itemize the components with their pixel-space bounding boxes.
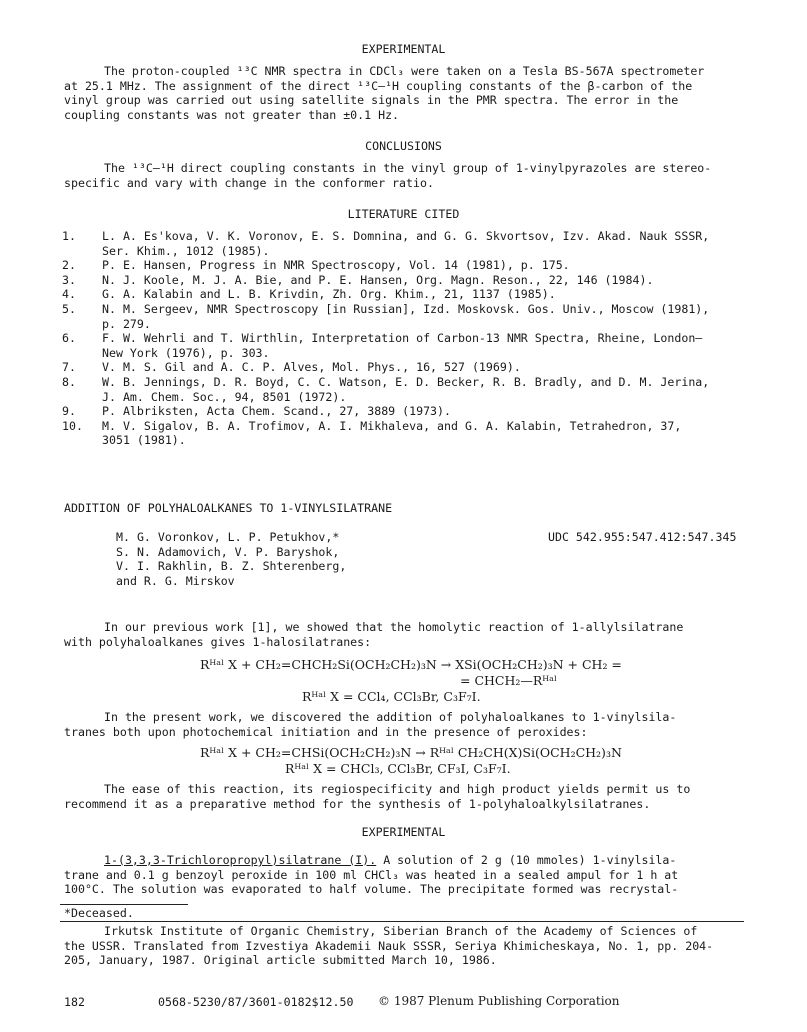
equation-1-line-3: Rᴴᵃˡ X = CCl₄, CCl₃Br, C₃F₇I.: [302, 689, 481, 704]
compound-title: 1-(3,3,3-Trichloropropyl)silatrane (I).: [104, 853, 377, 867]
paragraph-line: with polyhaloalkanes gives 1-halosilatranes:: [64, 634, 372, 649]
reference-number: 5.: [62, 301, 76, 316]
literature-heading: LITERATURE CITED: [347, 207, 460, 221]
reference-line: G. A. Kalabin and L. B. Krivdin, Zh. Org. Khim., 21, 1137 (1985).: [102, 287, 556, 302]
reference-text: [102, 302, 752, 331]
reference-number: 2.: [62, 258, 76, 273]
reference-line: V. M. S. Gil and A. C. P. Alves, Mol. Phys., 16, 527 (1969).: [102, 360, 521, 375]
article-title: ADDITION OF POLYHALOALKANES TO 1-VINYLSILATRANE: [64, 501, 393, 515]
paragraph-line: 100°C. The solution was evaporated to half volume. The precipitate formed was recrystal-: [64, 882, 679, 897]
reference-number: 4.: [62, 287, 76, 302]
page-number: 182: [64, 995, 85, 1009]
footnote: *Deceased.: [64, 906, 134, 920]
paragraph-line: The proton-coupled ¹³C NMR spectra in CDCl₃ were taken on a Tesla BS-567A spectrometer: [104, 64, 705, 78]
experimental-heading-2: EXPERIMENTAL: [361, 825, 446, 839]
experimental-procedure: [64, 853, 744, 897]
reference-item: [62, 375, 752, 404]
reference-list: [62, 229, 752, 448]
reference-text: [102, 273, 752, 288]
reference-number: 7.: [62, 360, 76, 375]
reference-line: N. M. Sergeev, NMR Spectroscopy [in Russian], Izd. Moskovsk. Gos. Univ., Moscow (1981),: [102, 301, 710, 316]
reference-number: 3.: [62, 272, 76, 287]
reference-item: [62, 331, 752, 360]
reference-text: [102, 360, 752, 375]
reference-number: 8.: [62, 374, 76, 389]
paragraph-line: In our previous work [1], we showed that the homolytic reaction of 1-allylsilatrane: [104, 620, 684, 634]
author-list: [116, 530, 346, 588]
reference-line: Ser. Khim., 1012 (1985).: [102, 243, 270, 258]
experimental-paragraph: [64, 64, 744, 122]
reference-line: New York (1976), p. 303.: [102, 345, 270, 360]
paragraph-line: [64, 853, 744, 868]
reference-line: N. J. Koole, M. J. A. Bie, and P. E. Hansen, Org. Magn. Reson., 22, 146 (1984).: [102, 272, 654, 287]
paragraph-line: trane and 0.1 g benzoyl peroxide in 100 ml CHCl₃ was heated in a sealed ampul for 1 h at: [64, 867, 679, 882]
reference-line: 3051 (1981).: [102, 433, 186, 448]
reference-line: F. W. Wehrli and T. Wirthlin, Interpretation of Carbon-13 NMR Spectra, Rheine, London–: [102, 331, 703, 346]
reference-line: P. E. Hansen, Progress in NMR Spectroscopy, Vol. 14 (1981), p. 175.: [102, 258, 570, 273]
affiliation-rule: [60, 921, 744, 922]
udc-code: UDC 542.955:547.412:547.345: [548, 530, 737, 544]
author-line: and R. G. Mirskov: [116, 573, 235, 588]
paragraph-line: The ¹³C–¹H direct coupling constants in the vinyl group of 1-vinylpyrazoles are stereo-: [104, 161, 712, 175]
reference-item: [62, 419, 752, 448]
equation-1-line-1: Rᴴᵃˡ X + CH₂=CHCH₂Si(OCH₂CH₂)₃N → XSi(OCH₂CH₂)₃N + CH₂ =: [200, 657, 622, 672]
reference-line: J. Am. Chem. Soc., 94, 8501 (1972).: [102, 389, 347, 404]
paragraph-line: specific and vary with change in the conformer ratio.: [64, 175, 434, 190]
reference-line: W. B. Jennings, D. R. Boyd, C. C. Watson, E. D. Becker, R. B. Bradly, and D. M. Jerina,: [102, 374, 710, 389]
reference-text: [102, 404, 752, 419]
paragraph-line: vinyl group was carried out using satellite signals in the PMR spectra. The error in the: [64, 93, 679, 108]
affiliation-line: 205, January, 1987. Original article submitted March 10, 1986.: [64, 953, 497, 968]
reference-item: [62, 404, 752, 419]
reference-item: [62, 360, 752, 375]
reference-text: [102, 229, 752, 258]
reference-number: 9.: [62, 404, 76, 419]
reference-item: [62, 302, 752, 331]
reference-number: 6.: [62, 331, 76, 346]
equation-2-line-1: Rᴴᵃˡ X + CH₂=CHSi(OCH₂CH₂)₃N → Rᴴᵃˡ CH₂CH(X)Si(OCH₂CH₂)₃N: [200, 745, 622, 760]
paragraph-line: In the present work, we discovered the addition of polyhaloalkanes to 1-vinylsila-: [104, 710, 677, 724]
intro-paragraph: [64, 620, 744, 649]
paragraph-line: recommend it as a preparative method for the synthesis of 1-polyhaloalkylsilatranes.: [64, 796, 651, 811]
paragraph-text: A solution of 2 g (10 mmoles) 1-vinylsila-: [376, 853, 677, 867]
reference-text: [102, 287, 752, 302]
equation-1-line-2: = CHCH₂—Rᴴᵃˡ: [460, 673, 558, 688]
reference-item: [62, 258, 752, 273]
reference-item: [62, 229, 752, 258]
reference-number: 10.: [62, 418, 83, 433]
affiliation-line: the USSR. Translated from Izvestiya Akademii Nauk SSSR, Seriya Khimicheskaya, No. 1, pp. 204-: [64, 938, 714, 953]
paragraph-line: The ease of this reaction, its regiospecificity and high product yields permit us to: [104, 782, 691, 796]
reference-line: M. V. Sigalov, B. A. Trofimov, A. I. Mikhaleva, and G. A. Kalabin, Tetrahedron, 37,: [102, 418, 682, 433]
paragraph-line: coupling constants was not greater than ±0.1 Hz.: [64, 107, 400, 122]
reference-text: [102, 375, 752, 404]
affiliation-line: Irkutsk Institute of Organic Chemistry, Siberian Branch of the Academy of Sciences of: [104, 924, 698, 938]
author-line: S. N. Adamovich, V. P. Baryshok,: [116, 544, 340, 559]
equation-2-line-2: Rᴴᵃˡ X = CHCl₃, CCl₃Br, CF₃I, C₃F₇I.: [285, 761, 511, 776]
reference-line: p. 279.: [102, 316, 151, 331]
reference-item: [62, 287, 752, 302]
reference-text: [102, 419, 752, 448]
reference-text: [102, 331, 752, 360]
reference-number: 1.: [62, 229, 76, 243]
reference-text: [102, 258, 752, 273]
author-line: M. G. Voronkov, L. P. Petukhov,*: [116, 530, 340, 544]
conclusions-heading: CONCLUSIONS: [365, 139, 442, 153]
affiliation-block: [64, 924, 744, 968]
conclusions-paragraph: [64, 161, 744, 190]
article-code: 0568-5230/87/3601-0182$12.50: [158, 995, 354, 1009]
author-line: V. I. Rakhlin, B. Z. Shterenberg,: [116, 559, 347, 574]
ease-paragraph: [64, 782, 744, 811]
reference-item: [62, 273, 752, 288]
reference-line: P. Albriksten, Acta Chem. Scand., 27, 3889 (1973).: [102, 404, 452, 419]
paragraph-line: tranes both upon photochemical initiation and in the presence of peroxides:: [64, 724, 588, 739]
reference-line: L. A. Es'kova, V. K. Voronov, E. S. Domnina, and G. G. Skvortsov, Izv. Akad. Nauk SSSR,: [102, 229, 710, 243]
experimental-heading: EXPERIMENTAL: [361, 42, 446, 56]
present-work-paragraph: [64, 710, 744, 739]
footnote-rule: [60, 904, 188, 905]
paragraph-line: at 25.1 MHz. The assignment of the direct ¹³C–¹H coupling constants of the β-carbon of the: [64, 78, 693, 93]
copyright: © 1987 Plenum Publishing Corporation: [378, 994, 620, 1008]
